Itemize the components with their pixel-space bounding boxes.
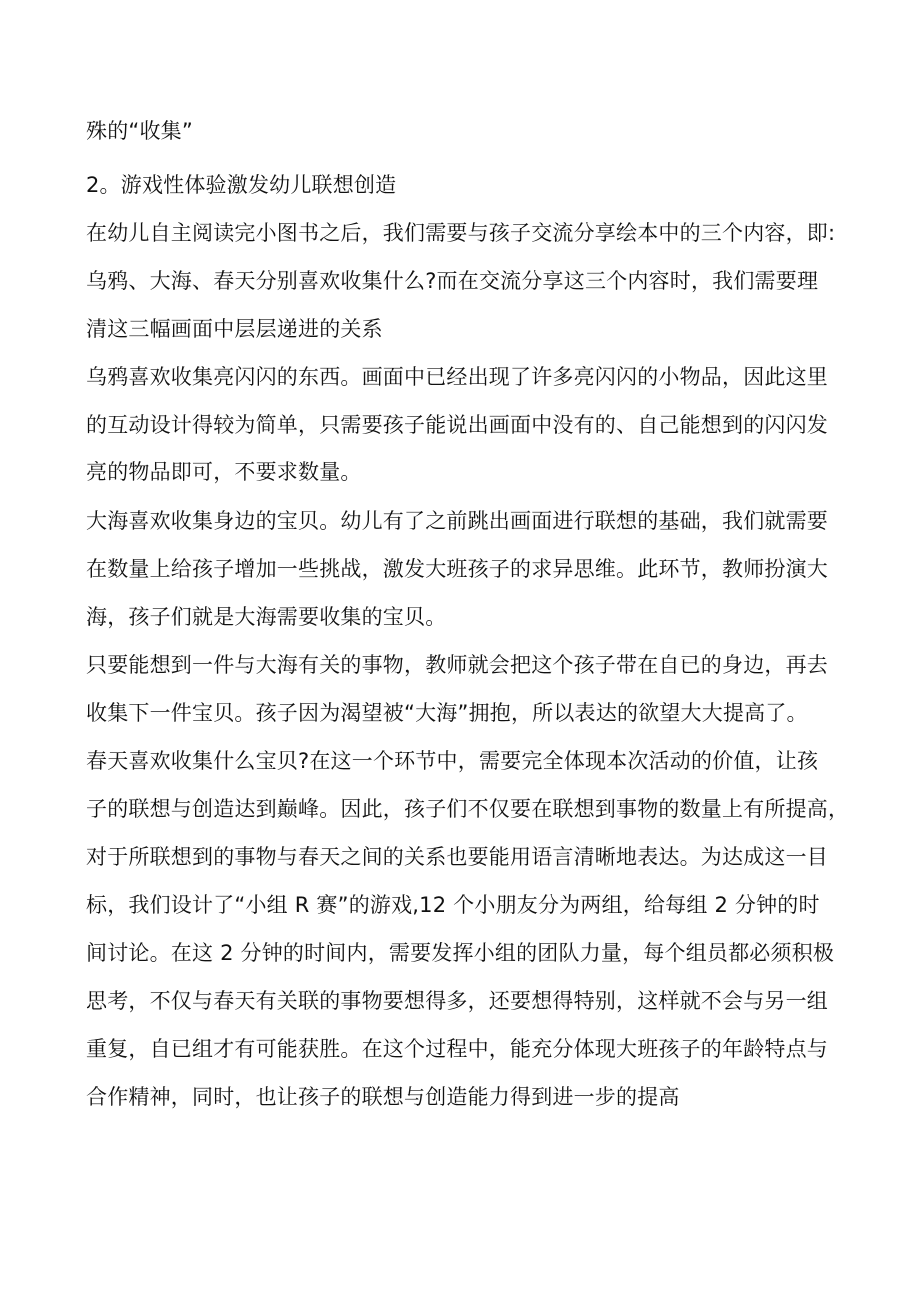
text-line: 重复，自已组才有可能获胜。在这个过程中，能充分体现大班孩子的年龄特点与 xyxy=(86,1037,828,1061)
text-line: 收集下一件宝贝。孩子因为渴望被“大海”拥抱，所以表达的欲望大大提高了。 xyxy=(86,701,808,725)
text-line: 在幼儿自主阅读完小图书之后，我们需要与孩子交流分享绘本中的三个内容，即: xyxy=(86,221,836,245)
text-line: 只要能想到一件与大海有关的事物，教师就会把这个孩子带在自已的身边，再去 xyxy=(86,653,828,677)
text-line: 在数量上给孩子增加一些挑战，激发大班孩子的求异思维。此环节，教师扮演大 xyxy=(86,557,828,581)
text-line: 间讨论。在这 2 分钟的时间内，需要发挥小组的团队力量，每个组员都必须积极 xyxy=(86,941,835,965)
text-line: 乌鸦喜欢收集亮闪闪的东西。画面中已经出现了许多亮闪闪的小物品，因此这里 xyxy=(86,365,828,389)
text-line: 乌鸦、大海、春天分别喜欢收集什么?而在交流分享这三个内容时，我们需要理 xyxy=(86,269,819,293)
text-line: 清这三幅画面中层层递进的关系 xyxy=(86,317,383,341)
text-line: 思考，不仅与春天有关联的事物要想得多，还要想得特别，这样就不会与另一组 xyxy=(86,989,828,1013)
text-line: 亮的物品即可，不要求数量。 xyxy=(86,460,362,484)
text-line: 子的联想与创造达到巅峰。因此，孩子们不仅要在联想到事物的数量上有所提高， xyxy=(86,797,850,821)
text-line: 的互动设计得较为简单，只需要孩子能说出画面中没有的、自己能想到的闪闪发 xyxy=(86,413,828,437)
text-line: 大海喜欢收集身边的宝贝。幼儿有了之前跳出画面进行联想的基础，我们就需要 xyxy=(86,509,828,533)
text-line: 春天喜欢收集什么宝贝?在这一个环节中，需要完全体现本次活动的价值，让孩 xyxy=(86,749,819,773)
text-line: 海，孩子们就是大海需要收集的宝贝。 xyxy=(86,605,447,629)
text-line: 合作精神，同时，也让孩子的联想与创造能力得到进一步的提高 xyxy=(86,1085,680,1109)
section-heading: 2。游戏性体验激发幼儿联想创造 xyxy=(86,173,397,197)
text-line: 标，我们设计了“小组 R 赛”的游戏,12 个小朋友分为两组，给每组 2 分钟的时 xyxy=(86,893,820,917)
text-line: 殊的“收集” xyxy=(86,119,193,143)
text-line: 对于所联想到的事物与春天之间的关系也要能用语言清晰地表达。为达成这一目 xyxy=(86,845,828,869)
